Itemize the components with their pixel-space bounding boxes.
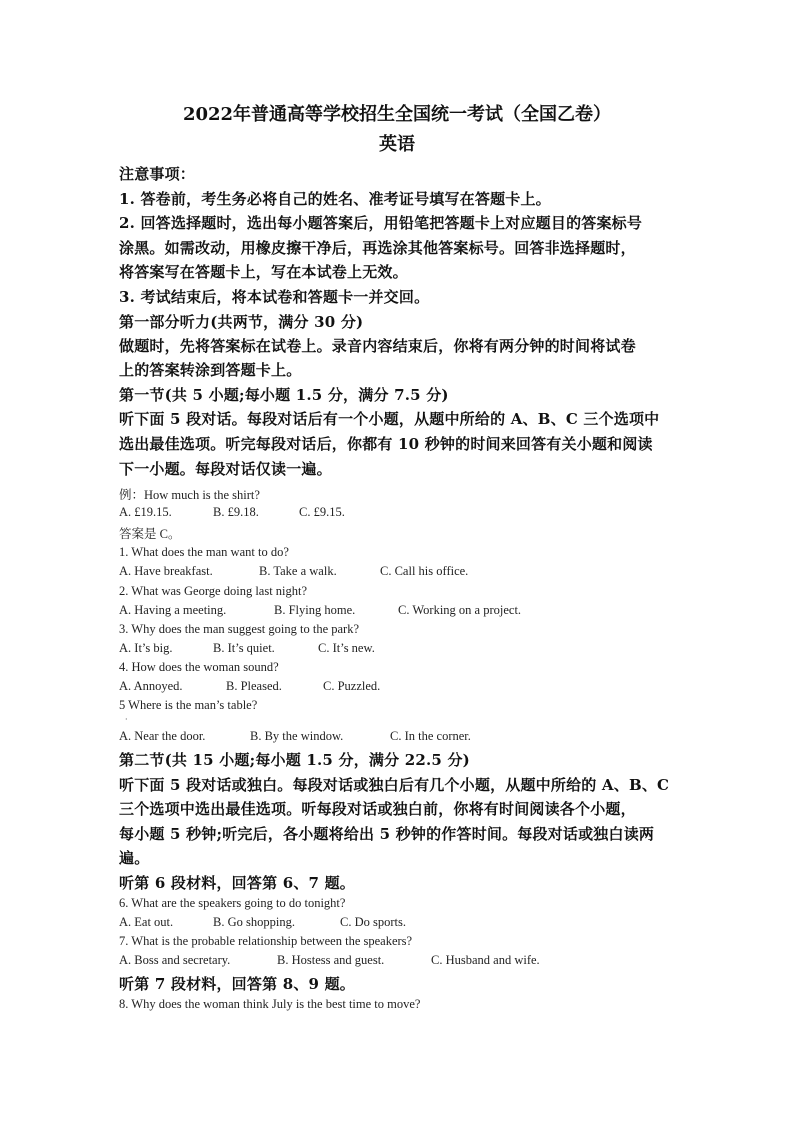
question-2: 2. What was George doing last night?	[119, 584, 308, 598]
question-6: 6. What are the speakers going to do tonight?	[119, 896, 346, 910]
part1-intro-line-1: 做题时，先将答案标在试卷上。录音内容结束后，你将有两分钟的时间将试卷	[119, 337, 636, 355]
question-7-options	[119, 953, 540, 968]
option-b: B. Take a walk.	[259, 564, 337, 578]
option-a: A. Eat out.	[119, 915, 174, 929]
notice-item-3: 3. 考试结束后，将本试卷和答题卡一并交回。	[119, 288, 430, 306]
question-3: 3. Why does the man suggest going to the park?	[119, 622, 360, 636]
option-a: A. Annoyed.	[119, 679, 183, 693]
option-a: A. Having a meeting.	[119, 603, 227, 617]
section2-instr-line-3: 每小题 5 秒钟;听完后，各小题将给出 5 秒钟的作答时间。每段对话或独白读两	[119, 825, 655, 843]
example-answer: 答案是 C。	[119, 527, 181, 541]
question-8: 8. Why does the woman think July is the best time to move?	[119, 997, 421, 1011]
question-5-options	[119, 729, 471, 744]
option-c: C. In the corner.	[390, 729, 471, 743]
question-2-options	[119, 603, 521, 618]
material-7-heading: 听第 7 段材料，回答第 8、9 题。	[119, 975, 356, 993]
option-b: B. It’s quiet.	[213, 641, 275, 655]
question-1-options	[119, 564, 468, 579]
option-c: C. It’s new.	[318, 641, 375, 655]
question-3-options	[119, 641, 375, 656]
notice-item-2-line-1: 2. 回答选择题时，选出每小题答案后，用铅笔把答题卡上对应题目的答案标号	[119, 214, 643, 232]
option-b: B. Hostess and guest.	[277, 953, 385, 967]
notice-item-2-line-3: 将答案写在答题卡上，写在本试卷上无效。	[119, 263, 408, 281]
option-c: C. Puzzled.	[323, 679, 381, 693]
section1-instr-line-2: 选出最佳选项。听完每段对话后，你都有 10 秒钟的时间来回答有关小题和阅读	[119, 435, 653, 453]
question-1: 1. What does the man want to do?	[119, 545, 289, 559]
question-4: 4. How does the woman sound?	[119, 660, 279, 674]
example-question: 例：How much is the shirt?	[119, 488, 260, 502]
option-b: B. Pleased.	[226, 679, 282, 693]
section2-instr-line-1: 听下面 5 段对话或独白。每段对话或独白后有几个小题，从题中所给的 A、B、C	[119, 776, 670, 794]
option-c: C. Call his office.	[380, 564, 469, 578]
section2-heading: 第二节(共 15 小题;每小题 1.5 分，满分 22.5 分)	[119, 751, 470, 769]
option-c: C. Do sports.	[340, 915, 406, 929]
option-c: C. Working on a project.	[398, 603, 522, 617]
option-a: A. Near the door.	[119, 729, 206, 743]
stray-dot: ·	[125, 715, 128, 724]
section1-instr-line-3: 下一小题。每段对话仅读一遍。	[119, 460, 332, 478]
question-5: 5 Where is the man’s table?	[119, 698, 258, 712]
option-c: C. Husband and wife.	[431, 953, 540, 967]
notice-heading: 注意事项：	[119, 165, 196, 183]
section1-heading: 第一节(共 5 小题;每小题 1.5 分，满分 7.5 分)	[119, 386, 449, 404]
question-7: 7. What is the probable relationship between the speakers?	[119, 934, 413, 948]
option-b: B. By the window.	[250, 729, 344, 743]
option-c: C. £9.15.	[299, 505, 345, 519]
option-b: B. £9.18.	[213, 505, 259, 519]
option-b: B. Flying home.	[274, 603, 356, 617]
section2-instr-line-4: 遍。	[119, 849, 150, 867]
question-4-options	[119, 679, 380, 694]
material-6-heading: 听第 6 段材料，回答第 6、7 题。	[119, 874, 356, 892]
section1-instr-line-1: 听下面 5 段对话。每段对话后有一个小题，从题中所给的 A、B、C 三个选项中	[119, 410, 660, 428]
part1-heading: 第一部分听力(共两节，满分 30 分)	[119, 313, 364, 331]
option-a: A. Boss and secretary.	[119, 953, 231, 967]
option-a: A. £19.15.	[119, 505, 172, 519]
option-a: A. Have breakfast.	[119, 564, 213, 578]
option-a: A. It’s big.	[119, 641, 173, 655]
subject-title: 英语	[379, 134, 415, 155]
notice-item-2-line-2: 涂黑。如需改动，用橡皮擦干净后，再选涂其他答案标号。回答非选择题时，	[119, 239, 636, 257]
option-b: B. Go shopping.	[213, 915, 295, 929]
section2-instr-line-2: 三个选项中选出最佳选项。听每段对话或独白前，你将有时间阅读各个小题，	[119, 800, 636, 818]
part1-intro-line-2: 上的答案转涂到答题卡上。	[119, 361, 302, 379]
notice-item-1: 1. 答卷前，考生务必将自己的姓名、准考证号填写在答题卡上。	[119, 190, 551, 208]
question-6-options	[119, 915, 406, 930]
exam-title: 2022年普通高等学校招生全国统一考试（全国乙卷）	[182, 104, 612, 125]
example-options	[119, 505, 345, 520]
